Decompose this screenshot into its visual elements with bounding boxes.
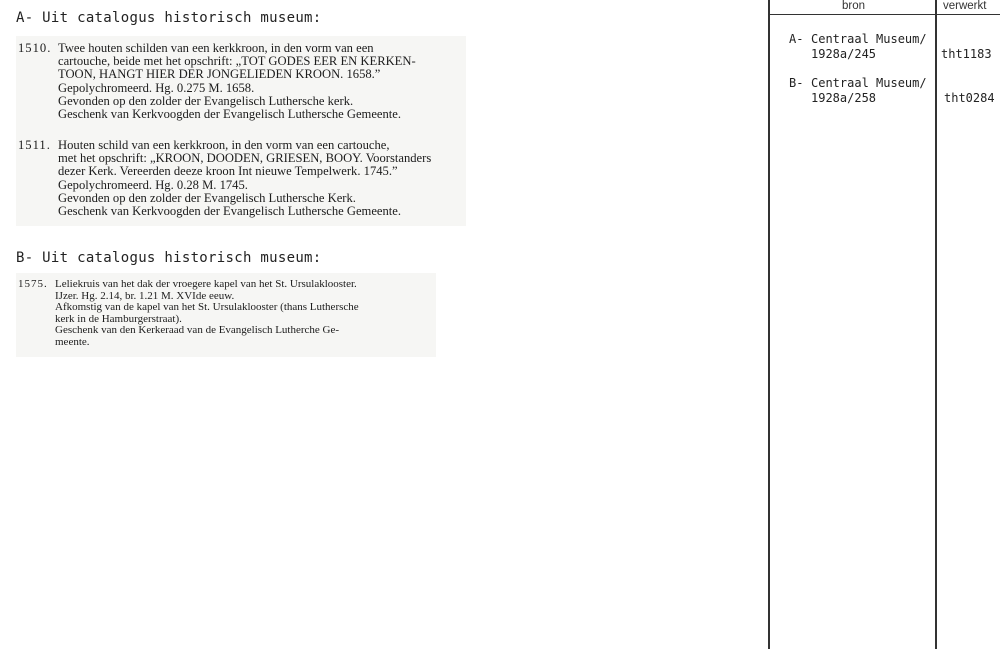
entry-line: dezer Kerk. Vereerden deeze kroon Int nieuwe Tempelwerk. 1745.” xyxy=(58,164,398,179)
table-row-b-source xyxy=(789,76,927,106)
entry-line: meente. xyxy=(55,335,90,348)
entry-line: Geschenk van Kerkvoogden der Evangelisch Luthersche Gemeente. xyxy=(58,107,402,122)
table-middle-rule xyxy=(935,0,937,649)
entry-line: Afkomstig van de kapel van het St. Ursulaklooster (thans Luthersche xyxy=(55,301,359,314)
entry-line: IJzer. Hg. 2.14, br. 1.21 M. XVIde eeuw. xyxy=(55,289,235,302)
source-line: Centraal Museum/ xyxy=(811,32,927,46)
entry-number: 1510. xyxy=(18,41,52,55)
column-header-verwerkt: verwerkt xyxy=(943,0,987,12)
table-row-b-verwerkt: tht0284 xyxy=(944,91,995,105)
entry-number: 1511. xyxy=(18,138,51,152)
entry-line: met het opschrift: „KROON, DOODEN, GRIESEN, BOOY. Voorstanders xyxy=(58,151,432,166)
entry-line: Gepolychromeerd. Hg. 0.275 M. 1658. xyxy=(58,80,255,95)
source-line: Centraal Museum/ xyxy=(811,76,927,90)
entry-line: Gevonden op den zolder der Evangelisch Luthersche kerk. xyxy=(58,93,354,108)
entry-line: kerk in de Hamburgerstraat). xyxy=(55,312,182,325)
source-line: 1928a/245 xyxy=(811,47,877,61)
entry-line: cartouche, beide met het opschrift: „TOT GODES EER EN KERKEN- xyxy=(58,54,416,69)
column-header-bron: bron xyxy=(842,0,866,12)
table-header-rule xyxy=(768,14,1000,15)
entry-number: 1575. xyxy=(18,278,48,290)
entry-line: Gevonden op den zolder der Evangelisch Luthersche Kerk. xyxy=(58,190,356,205)
row-marker: A- xyxy=(789,32,804,46)
entry-line: Gepolychromeerd. Hg. 0.28 M. 1745. xyxy=(58,177,248,192)
entry-line: Houten schild van een kerkkroon, in den vorm van een cartouche, xyxy=(58,138,390,152)
entry-line: TOON, HANGT HIER DER JONGELIEDEN KROON. 1658.” xyxy=(58,67,381,82)
entry-line: Leliekruis van het dak der vroegere kapel van het St. Ursulaklooster. xyxy=(55,278,357,290)
section-a-heading: A- Uit catalogus historisch museum: xyxy=(16,10,322,26)
section-b-heading: B- Uit catalogus historisch museum: xyxy=(16,250,322,266)
table-row-a-verwerkt: tht1183 xyxy=(941,47,992,61)
row-marker: B- xyxy=(789,76,804,90)
table-left-rule xyxy=(768,0,770,649)
entry-line: Twee houten schilden van een kerkkroon, in den vorm van een xyxy=(58,41,374,55)
entry-line: Geschenk van Kerkvoogden der Evangelisch Luthersche Gemeente. xyxy=(58,204,402,219)
entry-line: Geschenk van den Kerkeraad van de Evangelisch Lutherche Ge- xyxy=(55,324,340,337)
table-row-a-source xyxy=(789,32,927,62)
source-line: 1928a/258 xyxy=(811,91,877,105)
